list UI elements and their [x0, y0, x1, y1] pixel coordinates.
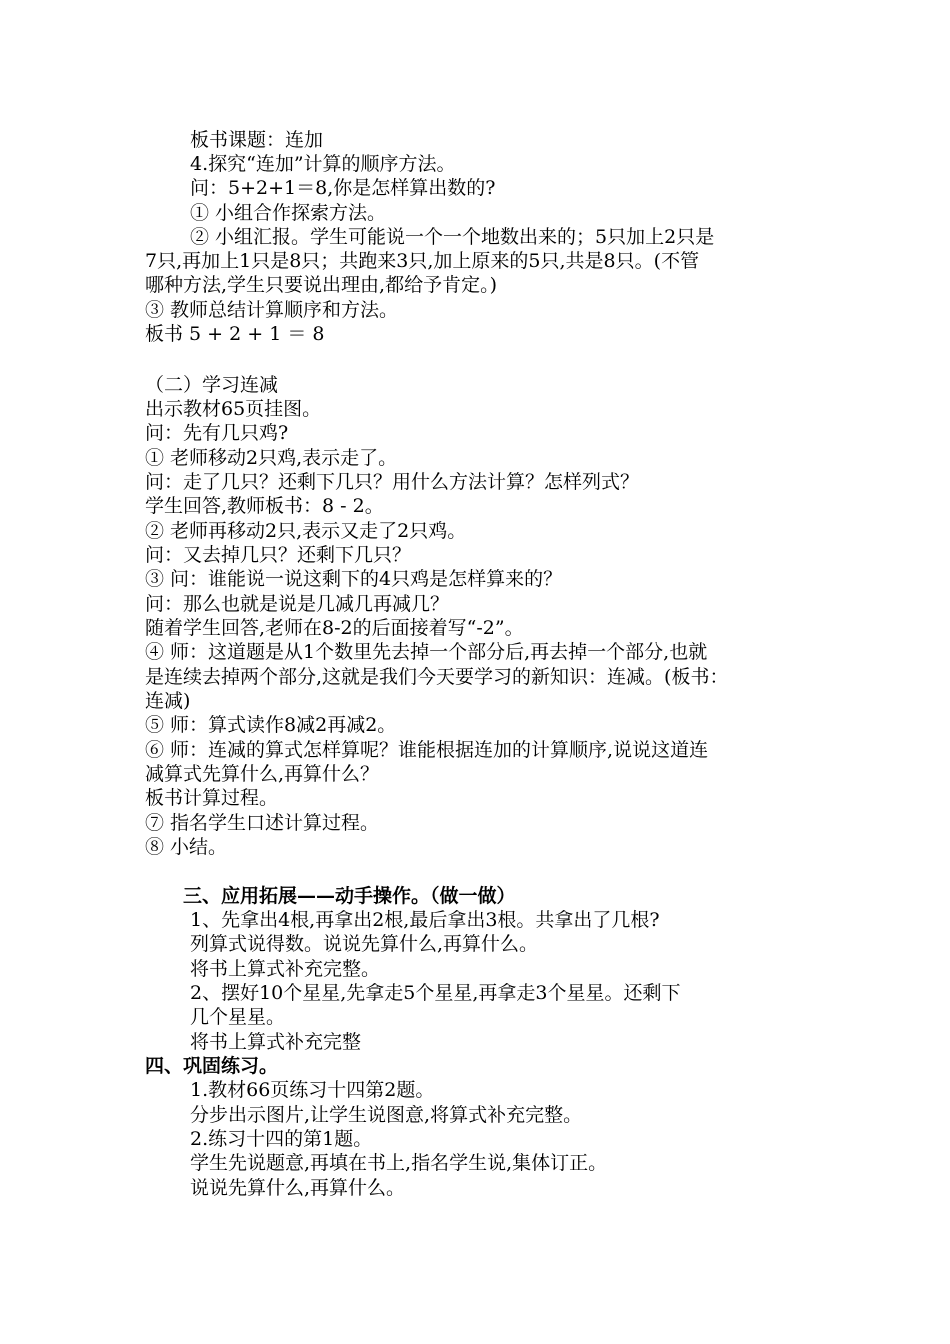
text-line: ① 小组合作探索方法。	[190, 202, 387, 224]
text-line: ⑤ 师：算式读作8减2再减2。	[145, 714, 397, 736]
text-line: ② 老师再移动2只,表示又走了2只鸡。	[145, 520, 467, 542]
text-line: 问：走了几只？还剩下几只？用什么方法计算？怎样列式？	[145, 471, 640, 493]
text-line: 问：又去掉几只？还剩下几只？	[145, 544, 412, 566]
text-line: ② 小组汇报。学生可能说一个一个地数出来的；5只加上2只是	[190, 226, 715, 248]
text-line: ⑧ 小结。	[145, 836, 228, 858]
text-line: ⑥ 师：连减的算式怎样算呢？谁能根据连加的计算顺序,说说这道连	[145, 739, 709, 761]
text-line: 问：先有几只鸡?	[145, 422, 289, 444]
text-line: 2、摆好10个星星,先拿走5个星星,再拿走3个星星。还剩下	[190, 982, 681, 1004]
text-line: 板书 5 + 2 + 1 ＝ 8	[145, 323, 325, 345]
text-line: ③ 教师总结计算顺序和方法。	[145, 299, 399, 321]
text-line: 1.教材66页练习十四第2题。	[190, 1079, 435, 1101]
text-line: （二）学习连减	[145, 374, 279, 396]
text-line: 2.练习十四的第1题。	[190, 1128, 373, 1150]
text-line: ⑦ 指名学生口述计算过程。	[145, 812, 380, 834]
text-line: 分步出示图片,让学生说图意,将算式补充完整。	[190, 1104, 583, 1126]
text-line: 学生先说题意,再填在书上,指名学生说,集体订正。	[190, 1152, 608, 1174]
text-line: 4.探究“连加”计算的顺序方法。	[190, 153, 456, 175]
text-line: 出示教材65页挂图。	[145, 398, 322, 420]
text-line: 说说先算什么,再算什么。	[190, 1177, 406, 1199]
text-line: 问：5+2+1＝8,你是怎样算出数的?	[190, 177, 496, 199]
text-line: 连减)	[145, 690, 191, 712]
text-line: 是连续去掉两个部分,这就是我们今天要学习的新知识：连减。(板书：	[145, 666, 729, 688]
text-line: 哪种方法,学生只要说出理由,都给予肯定。)	[145, 274, 497, 296]
text-line: ④ 师：这道题是从1个数里先去掉一个部分后,再去掉一个部分,也就	[145, 641, 708, 663]
text-line: 问：那么也就是说是几减几再减几？	[145, 593, 450, 615]
text-line: 将书上算式补充完整。	[190, 958, 381, 980]
text-line: 减算式先算什么,再算什么？	[145, 763, 380, 785]
section-heading: 四、巩固练习。	[145, 1055, 279, 1077]
text-line: 将书上算式补充完整	[190, 1031, 362, 1053]
text-line: 板书计算过程。	[145, 787, 279, 809]
text-line: 几个星星。	[190, 1006, 286, 1028]
text-line: ① 老师移动2只鸡,表示走了。	[145, 447, 398, 469]
text-line: 7只,再加上1只是8只；共跑来3只,加上原来的5只,共是8只。(不管	[145, 250, 700, 272]
text-line: 1、先拿出4根,再拿出2根,最后拿出3根。共拿出了几根?	[190, 909, 660, 931]
text-line: 随着学生回答,老师在8-2的后面接着写“-2”。	[145, 617, 524, 639]
text-line: 学生回答,教师板书：8 - 2。	[145, 495, 384, 517]
text-line: 板书课题：连加	[190, 129, 324, 151]
section-heading: 三、应用拓展——动手操作。（做一做）	[183, 885, 516, 907]
text-line: ③ 问：谁能说一说这剩下的4只鸡是怎样算来的？	[145, 568, 563, 590]
text-line: 列算式说得数。说说先算什么,再算什么。	[190, 933, 539, 955]
